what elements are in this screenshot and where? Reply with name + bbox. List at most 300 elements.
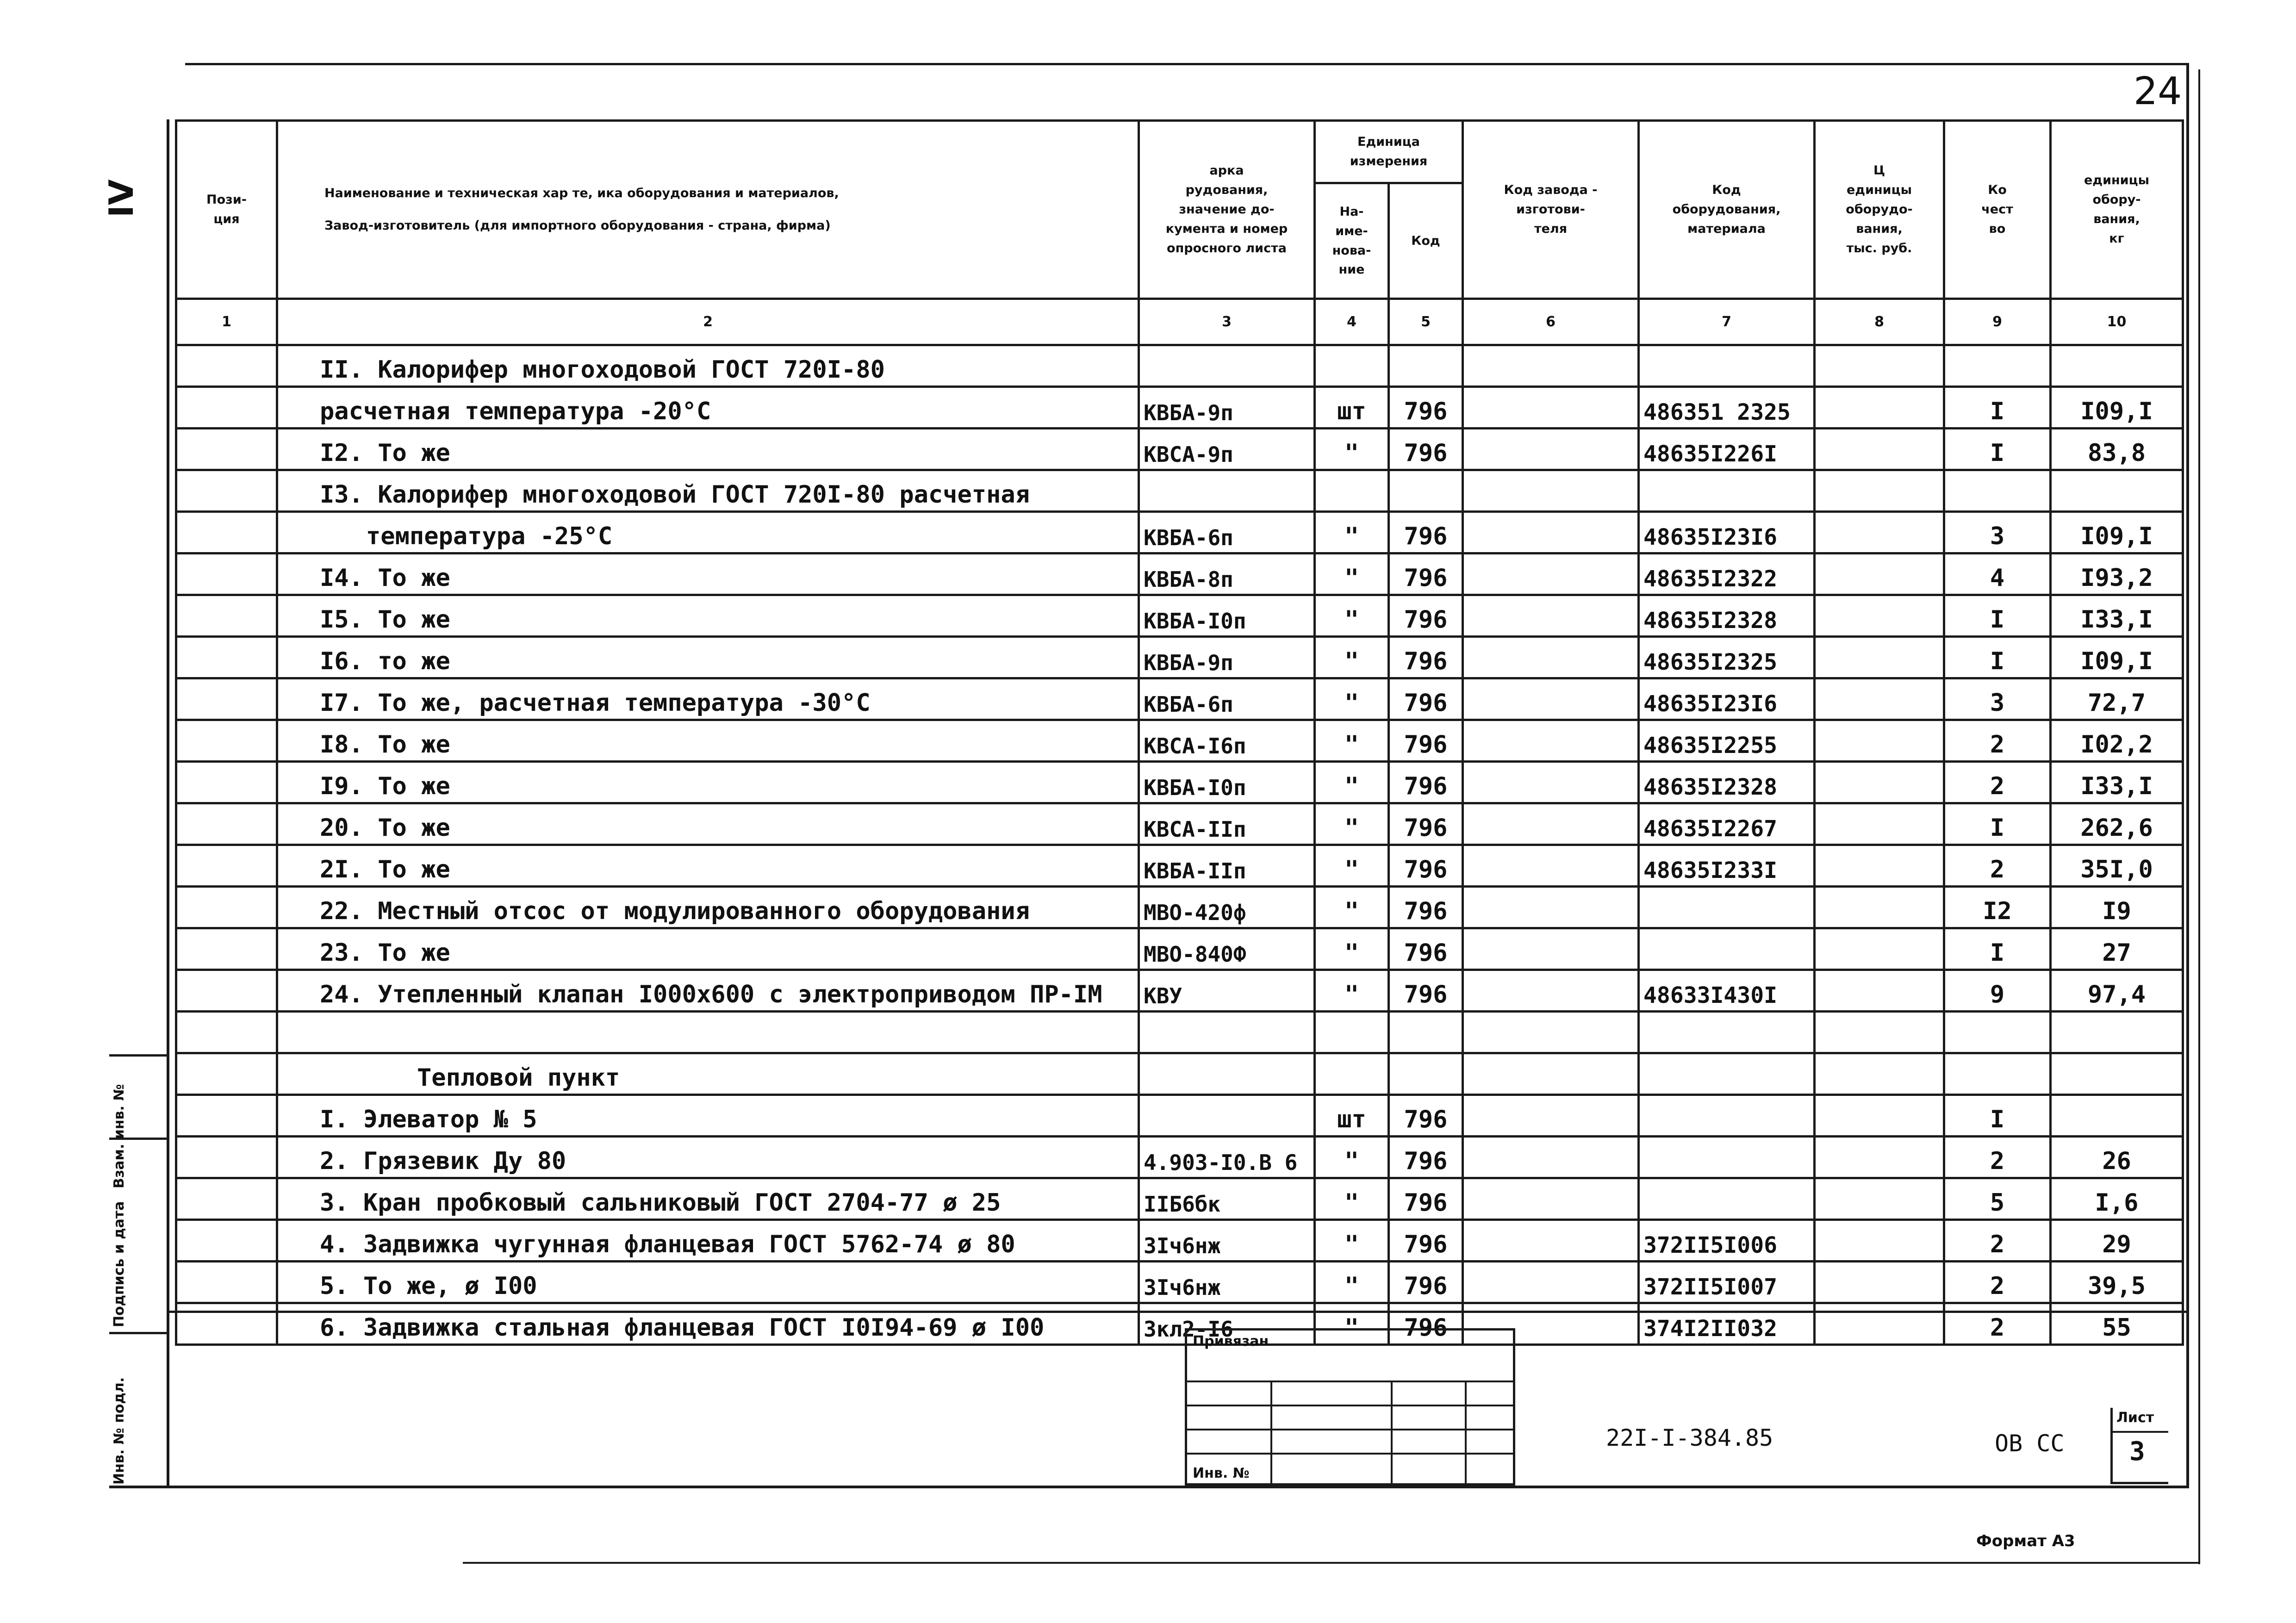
- cell-mark: КВБА-9п: [1139, 387, 1315, 429]
- cell-quantity: [1944, 470, 2051, 512]
- cell-quantity: 2: [1944, 1303, 2051, 1345]
- cell-price: [1815, 762, 1944, 803]
- cell-name: I7. То же, расчетная температура -30°С: [277, 678, 1139, 720]
- cell-price: [1815, 803, 1944, 845]
- cell-position: [176, 762, 277, 803]
- strip-label-signature-date: Подпись и дата: [111, 1201, 127, 1327]
- cell-position: [176, 845, 277, 887]
- sheet-box: [2110, 1408, 2168, 1484]
- cell-plant-code: [1463, 928, 1639, 970]
- table-row: [176, 803, 2183, 845]
- cell-price: [1815, 387, 1944, 429]
- cell-position: [176, 970, 277, 1012]
- cell-price: [1815, 1137, 1944, 1178]
- cell-material-code: 48633I430I: [1639, 970, 1815, 1012]
- cell-price: [1815, 1095, 1944, 1137]
- table-row: [176, 1220, 2183, 1262]
- cell-price: [1815, 512, 1944, 553]
- cell-quantity: I: [1944, 803, 2051, 845]
- cell-material-code: [1639, 345, 1815, 387]
- cell-plant-code: [1463, 1095, 1639, 1137]
- header-quantity: Ко чест во: [1944, 121, 2051, 299]
- cell-unit-code: 796: [1389, 803, 1463, 845]
- cell-unit-code: 796: [1389, 1178, 1463, 1220]
- cell-price: [1815, 1220, 1944, 1262]
- cell-material-code: 48635I2255: [1639, 720, 1815, 762]
- cell-plant-code: [1463, 345, 1639, 387]
- cell-name: I3. Калорифер многоходовой ГОСТ 720I-80 расчетная: [277, 470, 1139, 512]
- cell-name: II. Калорифер многоходовой ГОСТ 720I-80: [277, 345, 1139, 387]
- cell-quantity: I: [1944, 637, 2051, 678]
- cell-price: [1815, 595, 1944, 637]
- table-row: [176, 470, 2183, 512]
- cell-unit-name: [1315, 1012, 1389, 1053]
- cell-price: [1815, 720, 1944, 762]
- cell-unit-name: ": [1315, 928, 1389, 970]
- cell-unit-code: 796: [1389, 928, 1463, 970]
- cell-price: [1815, 887, 1944, 928]
- cell-unit-code: [1389, 470, 1463, 512]
- cell-unit-code: 796: [1389, 595, 1463, 637]
- cell-mark: IIБ6бк: [1139, 1178, 1315, 1220]
- cell-unit-name: ": [1315, 1220, 1389, 1262]
- cell-plant-code: [1463, 1053, 1639, 1095]
- cell-position: [176, 470, 277, 512]
- table-row: [176, 928, 2183, 970]
- cell-mark: МВО-420ф: [1139, 887, 1315, 928]
- cell-mark: КВБА-I0п: [1139, 762, 1315, 803]
- cell-unit-name: [1315, 345, 1389, 387]
- cell-unit-code: 796: [1389, 429, 1463, 470]
- cell-plant-code: [1463, 512, 1639, 553]
- cell-price: [1815, 553, 1944, 595]
- cell-unit-name: шт: [1315, 1095, 1389, 1137]
- cell-name: I4. То же: [277, 553, 1139, 595]
- cell-position: [176, 1095, 277, 1137]
- cell-plant-code: [1463, 887, 1639, 928]
- cell-material-code: 372II5I007: [1639, 1262, 1815, 1303]
- cell-price: [1815, 470, 1944, 512]
- cell-unit-name: ": [1315, 970, 1389, 1012]
- cell-position: [176, 803, 277, 845]
- cell-mark: КВБА-IIп: [1139, 845, 1315, 887]
- cell-mark: КВБА-I0п: [1139, 595, 1315, 637]
- cell-price: [1815, 678, 1944, 720]
- col-number: 9: [1944, 299, 2051, 345]
- cell-position: [176, 678, 277, 720]
- table-row: [176, 845, 2183, 887]
- cell-position: [176, 637, 277, 678]
- cell-mark: КВБА-9п: [1139, 637, 1315, 678]
- outer-bottom-shadow: [463, 1562, 2200, 1564]
- cell-mark: КВБА-6п: [1139, 512, 1315, 553]
- cell-material-code: 48635I2325: [1639, 637, 1815, 678]
- cell-quantity: [1944, 1012, 2051, 1053]
- cell-unit-code: 796: [1389, 637, 1463, 678]
- cell-quantity: I: [1944, 429, 2051, 470]
- cell-unit-name: ": [1315, 595, 1389, 637]
- cell-unit-name: ": [1315, 720, 1389, 762]
- sheet-number: 3: [2129, 1436, 2145, 1467]
- cell-mark: [1139, 345, 1315, 387]
- cell-quantity: 2: [1944, 1262, 2051, 1303]
- cell-name: Тепловой пункт: [277, 1053, 1139, 1095]
- header-material-code: Код оборудования, материала: [1639, 121, 1815, 299]
- table-row: [176, 512, 2183, 553]
- cell-mass: 97,4: [2051, 970, 2183, 1012]
- col-number: 10: [2051, 299, 2183, 345]
- cell-material-code: 374I2II032: [1639, 1303, 1815, 1345]
- cell-position: [176, 387, 277, 429]
- table-row: [176, 1012, 2183, 1053]
- cell-plant-code: [1463, 720, 1639, 762]
- approval-vrule: [1391, 1380, 1393, 1483]
- cell-mark: КВБА-8п: [1139, 553, 1315, 595]
- table-row: [176, 387, 2183, 429]
- cell-price: [1815, 429, 1944, 470]
- table-row: [176, 1262, 2183, 1303]
- page-number: 24: [2134, 69, 2182, 113]
- cell-material-code: 48635I23I6: [1639, 512, 1815, 553]
- cell-quantity: 2: [1944, 845, 2051, 887]
- table-row: [176, 637, 2183, 678]
- cell-plant-code: [1463, 637, 1639, 678]
- cell-quantity: 9: [1944, 970, 2051, 1012]
- cell-plant-code: [1463, 1012, 1639, 1053]
- cell-unit-name: ": [1315, 512, 1389, 553]
- cell-position: [176, 345, 277, 387]
- cell-mass: [2051, 1012, 2183, 1053]
- document-section: ОВ СС: [1995, 1430, 2065, 1457]
- cell-unit-name: ": [1315, 678, 1389, 720]
- cell-mark: 3Iч6нж: [1139, 1220, 1315, 1262]
- cell-plant-code: [1463, 553, 1639, 595]
- document-code: 22I-I-384.85: [1606, 1424, 1773, 1451]
- right-border: [2186, 63, 2189, 1488]
- cell-price: [1815, 637, 1944, 678]
- approval-rule: [1187, 1405, 1513, 1406]
- side-mark: IV: [102, 179, 141, 218]
- cell-price: [1815, 345, 1944, 387]
- cell-material-code: [1639, 887, 1815, 928]
- cell-mass: I09,I: [2051, 512, 2183, 553]
- table-row: [176, 1303, 2183, 1345]
- cell-mass: 29: [2051, 1220, 2183, 1262]
- cell-unit-code: [1389, 345, 1463, 387]
- cell-name: расчетная температура -20°С: [277, 387, 1139, 429]
- equipment-spec-table: [175, 119, 2184, 1346]
- cell-unit-name: ": [1315, 553, 1389, 595]
- approval-vrule: [1465, 1380, 1467, 1483]
- cell-name: 2I. То же: [277, 845, 1139, 887]
- cell-plant-code: [1463, 845, 1639, 887]
- table-row: [176, 887, 2183, 928]
- col-number: 6: [1463, 299, 1639, 345]
- cell-unit-name: ": [1315, 1137, 1389, 1178]
- cell-unit-name: ": [1315, 887, 1389, 928]
- cell-quantity: I: [1944, 928, 2051, 970]
- cell-name: 20. То же: [277, 803, 1139, 845]
- cell-position: [176, 1262, 277, 1303]
- cell-unit-code: 796: [1389, 1303, 1463, 1345]
- cell-name: I6. то же: [277, 637, 1139, 678]
- cell-mass: I09,I: [2051, 387, 2183, 429]
- cell-mass: 72,7: [2051, 678, 2183, 720]
- cell-quantity: I: [1944, 1095, 2051, 1137]
- cell-mark: [1139, 1012, 1315, 1053]
- cell-unit-name: ": [1315, 1262, 1389, 1303]
- cell-mass: I93,2: [2051, 553, 2183, 595]
- table-row: [176, 1053, 2183, 1095]
- cell-material-code: 372II5I006: [1639, 1220, 1815, 1262]
- approval-rule: [1187, 1380, 1513, 1382]
- cell-position: [176, 1178, 277, 1220]
- cell-material-code: [1639, 928, 1815, 970]
- cell-material-code: [1639, 1178, 1815, 1220]
- top-rule: [185, 63, 2189, 65]
- cell-mass: I02,2: [2051, 720, 2183, 762]
- cell-unit-code: 796: [1389, 762, 1463, 803]
- cell-name: 2. Грязевик Ду 80: [277, 1137, 1139, 1178]
- outer-right-shadow: [2198, 69, 2200, 1564]
- cell-unit-name: ": [1315, 845, 1389, 887]
- cell-unit-code: 796: [1389, 678, 1463, 720]
- cell-name: 6. Задвижка стальная фланцевая ГОСТ I0I94-69 ø I00: [277, 1303, 1139, 1345]
- cell-price: [1815, 1012, 1944, 1053]
- cell-quantity: 4: [1944, 553, 2051, 595]
- col-number: 4: [1315, 299, 1389, 345]
- cell-unit-name: ": [1315, 429, 1389, 470]
- cell-plant-code: [1463, 387, 1639, 429]
- cell-mark: [1139, 1053, 1315, 1095]
- cell-unit-code: 796: [1389, 1137, 1463, 1178]
- cell-position: [176, 1012, 277, 1053]
- cell-price: [1815, 1178, 1944, 1220]
- table-row: [176, 595, 2183, 637]
- cell-unit-name: ": [1315, 1178, 1389, 1220]
- cell-unit-name: ": [1315, 803, 1389, 845]
- cell-name: 4. Задвижка чугунная фланцевая ГОСТ 5762-74 ø 80: [277, 1220, 1139, 1262]
- approval-block: [1185, 1328, 1515, 1486]
- cell-mass: 35I,0: [2051, 845, 2183, 887]
- cell-unit-code: 796: [1389, 1095, 1463, 1137]
- cell-position: [176, 1303, 277, 1345]
- cell-quantity: 2: [1944, 1137, 2051, 1178]
- cell-unit-name: ": [1315, 637, 1389, 678]
- cell-mass: I,6: [2051, 1178, 2183, 1220]
- cell-material-code: [1639, 470, 1815, 512]
- cell-material-code: [1639, 1012, 1815, 1053]
- cell-mass: I09,I: [2051, 637, 2183, 678]
- cell-mass: 55: [2051, 1303, 2183, 1345]
- cell-name: I2. То же: [277, 429, 1139, 470]
- cell-mark: 3Iч6нж: [1139, 1262, 1315, 1303]
- cell-mark: КВУ: [1139, 970, 1315, 1012]
- table-row: [176, 1178, 2183, 1220]
- cell-material-code: 48635I226I: [1639, 429, 1815, 470]
- cell-material-code: 48635I2328: [1639, 595, 1815, 637]
- inventory-number-label: Инв. №: [1193, 1465, 1250, 1481]
- table-row: [176, 720, 2183, 762]
- cell-name: 5. То же, ø I00: [277, 1262, 1139, 1303]
- cell-unit-code: 796: [1389, 887, 1463, 928]
- cell-material-code: 48635I2322: [1639, 553, 1815, 595]
- cell-quantity: 2: [1944, 762, 2051, 803]
- cell-material-code: 48635I2328: [1639, 762, 1815, 803]
- cell-mark: КВСА-IIп: [1139, 803, 1315, 845]
- approval-rule: [1187, 1453, 1513, 1455]
- cell-plant-code: [1463, 595, 1639, 637]
- sheet-label: Лист: [2116, 1410, 2154, 1426]
- header-mass: единицы обору- вания, кг: [2051, 121, 2183, 299]
- cell-plant-code: [1463, 762, 1639, 803]
- header-plant-code: Код завода - изготови- теля: [1463, 121, 1639, 299]
- cell-position: [176, 429, 277, 470]
- cell-quantity: [1944, 1053, 2051, 1095]
- header-mark: арка рудования, значение до- кумента и номер опросного листа: [1139, 121, 1315, 299]
- table-row: [176, 345, 2183, 387]
- cell-mass: [2051, 345, 2183, 387]
- cell-name: I5. То же: [277, 595, 1139, 637]
- col-number: 3: [1139, 299, 1315, 345]
- cell-unit-code: 796: [1389, 845, 1463, 887]
- cell-name: 22. Местный отсос от модулированного оборудования: [277, 887, 1139, 928]
- cell-position: [176, 595, 277, 637]
- col-number: 8: [1815, 299, 1944, 345]
- cell-mass: I33,I: [2051, 762, 2183, 803]
- cell-unit-code: [1389, 1012, 1463, 1053]
- cell-material-code: 48635I2267: [1639, 803, 1815, 845]
- cell-plant-code: [1463, 1262, 1639, 1303]
- cell-name: 3. Кран пробковый сальниковый ГОСТ 2704-77 ø 25: [277, 1178, 1139, 1220]
- cell-material-code: 486351 2325: [1639, 387, 1815, 429]
- cell-position: [176, 1220, 277, 1262]
- cell-mass: I9: [2051, 887, 2183, 928]
- header-name-line2: Завод-изготовитель (для импортного оборудования - страна, фирма): [324, 218, 831, 233]
- cell-mass: 26: [2051, 1137, 2183, 1178]
- col-number: 5: [1389, 299, 1463, 345]
- cell-position: [176, 1053, 277, 1095]
- cell-quantity: I: [1944, 595, 2051, 637]
- cell-material-code: [1639, 1137, 1815, 1178]
- cell-material-code: [1639, 1053, 1815, 1095]
- cell-price: [1815, 845, 1944, 887]
- cell-mark: [1139, 470, 1315, 512]
- paper-format: Формат А3: [1976, 1532, 2075, 1550]
- cell-quantity: 2: [1944, 1220, 2051, 1262]
- bottom-border: [109, 1486, 2189, 1488]
- cell-unit-code: 796: [1389, 553, 1463, 595]
- col-number: 2: [277, 299, 1139, 345]
- header-name-line1: Наименование и техническая хар те, ика оборудования и материалов,: [324, 186, 839, 200]
- header-unit-group: Единица измерения: [1315, 121, 1463, 183]
- header-position: Пози- ция: [176, 121, 277, 299]
- cell-quantity: [1944, 345, 2051, 387]
- cell-price: [1815, 1053, 1944, 1095]
- cell-mark: [1139, 1095, 1315, 1137]
- cell-mass: I33,I: [2051, 595, 2183, 637]
- sheet-rule: [2113, 1431, 2168, 1433]
- cell-mass: 39,5: [2051, 1262, 2183, 1303]
- cell-quantity: 3: [1944, 678, 2051, 720]
- cell-position: [176, 553, 277, 595]
- cell-name: I9. То же: [277, 762, 1139, 803]
- cell-position: [176, 1137, 277, 1178]
- header-unit-name: На- име- нова- ние: [1315, 183, 1389, 299]
- approval-label: Привязан: [1193, 1333, 1269, 1349]
- table-row: [176, 970, 2183, 1012]
- cell-plant-code: [1463, 470, 1639, 512]
- cell-unit-code: 796: [1389, 1220, 1463, 1262]
- cell-plant-code: [1463, 1137, 1639, 1178]
- cell-name: I8. То же: [277, 720, 1139, 762]
- table-row: [176, 553, 2183, 595]
- cell-mark: МВО-840Ф: [1139, 928, 1315, 970]
- cell-unit-name: ": [1315, 1303, 1389, 1345]
- cell-mass: [2051, 1095, 2183, 1137]
- cell-mark: КВБА-6п: [1139, 678, 1315, 720]
- cell-plant-code: [1463, 1220, 1639, 1262]
- table-row: [176, 678, 2183, 720]
- cell-price: [1815, 1262, 1944, 1303]
- cell-unit-name: [1315, 1053, 1389, 1095]
- cell-quantity: I2: [1944, 887, 2051, 928]
- binding-strip: [109, 1054, 168, 1491]
- cell-mark: КВСА-I6п: [1139, 720, 1315, 762]
- table-row: [176, 1137, 2183, 1178]
- cell-unit-name: ": [1315, 762, 1389, 803]
- approval-rule: [1187, 1429, 1513, 1430]
- cell-name: 24. Утепленный клапан I000х600 с электроприводом ПР-IМ: [277, 970, 1139, 1012]
- col-number: 7: [1639, 299, 1815, 345]
- cell-plant-code: [1463, 678, 1639, 720]
- cell-unit-code: 796: [1389, 970, 1463, 1012]
- col-number: 1: [176, 299, 277, 345]
- table-row: [176, 762, 2183, 803]
- cell-material-code: 48635I23I6: [1639, 678, 1815, 720]
- cell-mass: 262,6: [2051, 803, 2183, 845]
- cell-unit-code: 796: [1389, 512, 1463, 553]
- cell-price: [1815, 1303, 1944, 1345]
- cell-mass: 83,8: [2051, 429, 2183, 470]
- strip-label-inv-no: Инв. № подл.: [111, 1377, 127, 1485]
- cell-mass: [2051, 470, 2183, 512]
- cell-mass: 27: [2051, 928, 2183, 970]
- cell-unit-code: 796: [1389, 1262, 1463, 1303]
- cell-plant-code: [1463, 1178, 1639, 1220]
- table-row: [176, 429, 2183, 470]
- cell-material-code: 48635I233I: [1639, 845, 1815, 887]
- cell-mark: КВСА-9п: [1139, 429, 1315, 470]
- cell-quantity: 3: [1944, 512, 2051, 553]
- cell-position: [176, 720, 277, 762]
- approval-vrule: [1270, 1380, 1272, 1483]
- cell-material-code: [1639, 1095, 1815, 1137]
- table-row: [176, 1095, 2183, 1137]
- cell-name: 23. То же: [277, 928, 1139, 970]
- cell-unit-name: [1315, 470, 1389, 512]
- cell-mark: 4.903-I0.В 6: [1139, 1137, 1315, 1178]
- cell-unit-code: 796: [1389, 720, 1463, 762]
- cell-mark: 3кл2-I6: [1139, 1303, 1315, 1345]
- cell-name: I. Элеватор № 5: [277, 1095, 1139, 1137]
- cell-quantity: 2: [1944, 720, 2051, 762]
- cell-position: [176, 887, 277, 928]
- cell-position: [176, 512, 277, 553]
- cell-unit-name: шт: [1315, 387, 1389, 429]
- cell-position: [176, 928, 277, 970]
- cell-plant-code: [1463, 970, 1639, 1012]
